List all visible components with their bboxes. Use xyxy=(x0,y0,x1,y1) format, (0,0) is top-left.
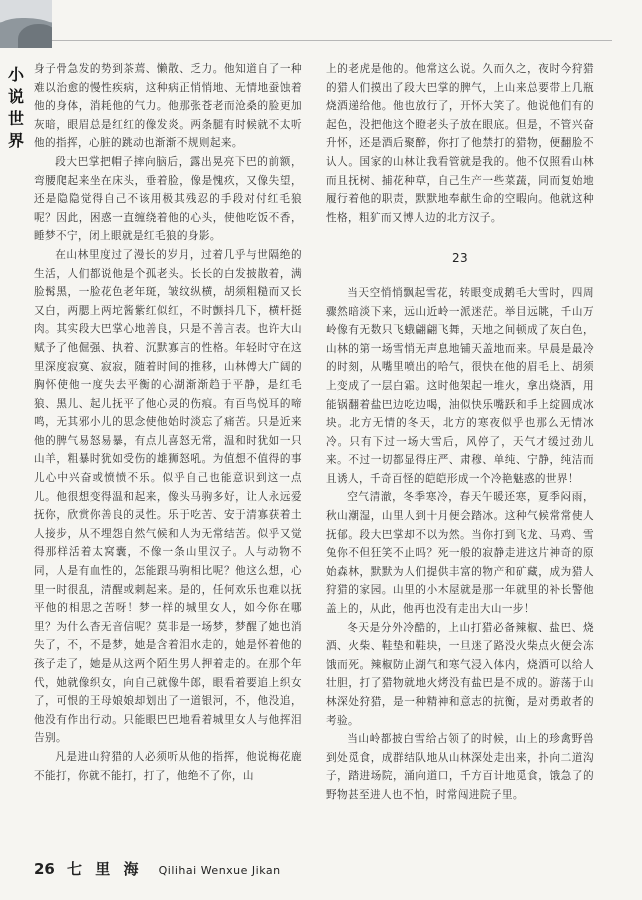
section-label-char: 世 xyxy=(7,109,24,128)
right-text-column xyxy=(326,60,594,805)
paragraph: 当天空悄悄飘起雪花，转眼变成鹅毛大雪时，四周骤然暗淡下来，远山近岭一派迷茫。举目远眺，千山万岭像有无数只飞蛾翩翩飞舞，天地之间顿成了灰白色，山林的第一场雪悄无声息地铺天盖地而来。早晨是最冷的时刻，从嘴里喷出的哈气，很快在他的眉毛上、胡须上变成了一层白霜。这时他架起一堆火，拿出烧酒，用能锅翻着盐巴边吃边喝，油似快乐嘴跃和手上绽圆成冰块。北方无情的冬天，北方的寒夜似乎也那么无情冰冷。只有下过一场大雪后，风停了，天气才缓过劲儿来。不过一切都显得庄严、肃穆、单纯、宁静，纯洁而且诱人，千奇百怪的皑皑形成一个冷艳魅惑的世界！ xyxy=(326,286,594,485)
page-footer xyxy=(34,858,594,880)
section-label xyxy=(6,64,26,152)
section-label-char: 小 xyxy=(7,65,24,84)
paragraph: 在山林里度过了漫长的岁月，过着几乎与世隔绝的生活，人们都说他是个孤老头。长长的白发披散着，满脸髯黑，一脸花色老年斑，皱纹纵横，胡须粗糙而又长又白，两腮上两坨酱紫红似红，不时颤抖几下，横杆挺肉。其实段大巴掌心地善良，只是不善言表。也许大山赋予了他倔强、执着、沉默寡言的性格。年轻时守在这里深度寂寞、寂寂，随着时间的推移，山林傅大广阔的胸怀使他一度失去平衡的心湖渐渐趋于平静，是红毛狼、黑儿、起儿抚平了他心灵的伤痕。有百鸟悦耳的啼鸣，无其邪小儿的思念使他始时淡忘了痛苦。只是近来他的脾气易怒易暴，有点儿喜怒无常，温和时犹如一只山羊，粗暴时犹如受伤的雄狮怒吼。为值想不值得的事儿心中兴奋或愤愤不乐。似乎自己也能意识到这一点儿。他很想变得温和起来，像头马驹多好，让人永远爱抚你，欣赏你善良的灵性。乐于吃苦、安于清寡获着土人接步，从不埋怨自然气候和人为无常结苦。似乎又觉得那样活着太窝囊，不像一条山里汉子。人与动物不同，人是有血性的，怎能跟马驹相比呢？他这么想，心里一时很乱，清醒或刺起来。是的，任何欢乐也难以抚平他的相思之苦呀！梦一样的城里女人，如今你在哪里？为什么杳无音信呢？莫非是一场梦，梦醒了她也消失了，不，不是梦，她是含着泪水走的，她是怀着他的孩子走了，她是从这两个陌生男人押着走的。在那个年代，她就像织女，向自己就像牛郎，眼看着要追上织女了，可恨的王母娘娘却划出了一道银河，不，他没追，他没有作出行动。只能眼巴巴地看着城里女人与他挥泪告别。 xyxy=(34,248,302,745)
header-rule xyxy=(52,40,612,41)
paragraph: 当山岭都披白雪给占领了的时候，山上的珍禽野兽到处觅食，成群结队地从山林深处走出来，扑向二道沟子，踏进场院，涌向道口，千方百计地觅食，饿急了的野物甚至进人也不怕，时常闯进院子里。 xyxy=(326,733,594,801)
chapter-number: 23 xyxy=(451,251,469,266)
section-label-char: 界 xyxy=(7,131,24,150)
header-landscape-photo xyxy=(0,0,52,48)
paragraph: 身子骨急发的势到茶蔫、懒散、乏力。他知道自了一种难以治愈的慢性疾病，这种病正悄悄地、无情地蚕蚀着他的身体，消耗他的气力。他那张苍老而沧桑的脸更加灰暗，眼眉总是红红的像发炎。两条腿有时候就不太听他的指挥，心脏的跳动也渐渐不规则起来。 xyxy=(34,63,302,150)
photo-hill-front xyxy=(18,24,52,48)
page-number: 26 xyxy=(34,860,55,878)
section-label-char: 说 xyxy=(7,87,24,106)
magazine-name-english: Qilihai Wenxue Jikan xyxy=(158,864,281,877)
paragraph: 冬天是分外冷酷的，上山打猎必备辣椒、盐巴、烧酒、火柴、鞋垫和鞋块，一旦迷了路没火柴点火便会冻饿而死。辣椒防止湖气和寒气浸入体内，烧酒可以给人壮胆，打了猎物就地火烤没有盐巴是不成的。游荡于山林深处狩猎，是一种精神和意志的抗衡，是对勇敢者的考验。 xyxy=(326,621,594,727)
left-text-column xyxy=(34,60,302,785)
paragraph: 段大巴掌把帽子摔向脑后，露出晃亮下巴的前额，弯腰爬起来坐在床头，垂着脸，像是愧疚，又像失望，还是隐隐觉得自己不该用极其残忍的手段对付红毛狼呢？因此，困惑一直缠绕着他的心头，使他吃饭不香，睡梦不宁，闭上眼就是红毛狼的身影。 xyxy=(34,155,302,243)
magazine-name: 七 里 海 xyxy=(67,860,143,878)
paragraph: 凡是进山狩猎的人必须听从他的指挥，他说梅花鹿不能打，你就不能打，打了，他绝不了你，山 xyxy=(34,750,302,782)
paragraph: 上的老虎是他的。他常这么说。久而久之，夜时今狩猎的猎人们摸出了段大巴掌的脾气，上山来总要带上几瓶烧酒递给他。他也放行了，开怀大笑了。他说他们有的起色，没把他这个瞪老头子放在眼底。但是，不管兴奋升怀，还是酒后聚醉，你打了他禁打的猎物，便翻脸不认人。国家的山林让我看管就是我的。他不仅照看山林而且抚树、捕花种草，自己生产一些菜蔬，同而复始地履行着他的职责，默默地奉献生命的空暇向。他就这种性格，粗犷而又博人边的北方汉子。 xyxy=(326,63,594,224)
paragraph: 空气清澈，冬季寒冷，春天午暖还寒，夏季闷雨，秋山潮湿，山里人到十月便会踏冰。这种气候常常使人抚郁。段大巴掌却不以为然。当你打到飞龙、马鸡、雪兔你不但狂笑不止吗？死一般的寂静走进这片神奇的原始森林，默默为人们提供丰富的物产和矿藏，成为猎人狩猎的家园。山里的小木屋就是那一年就里的补长警他盖上的，从此，他再也没有走出大山一步！ xyxy=(326,491,594,616)
